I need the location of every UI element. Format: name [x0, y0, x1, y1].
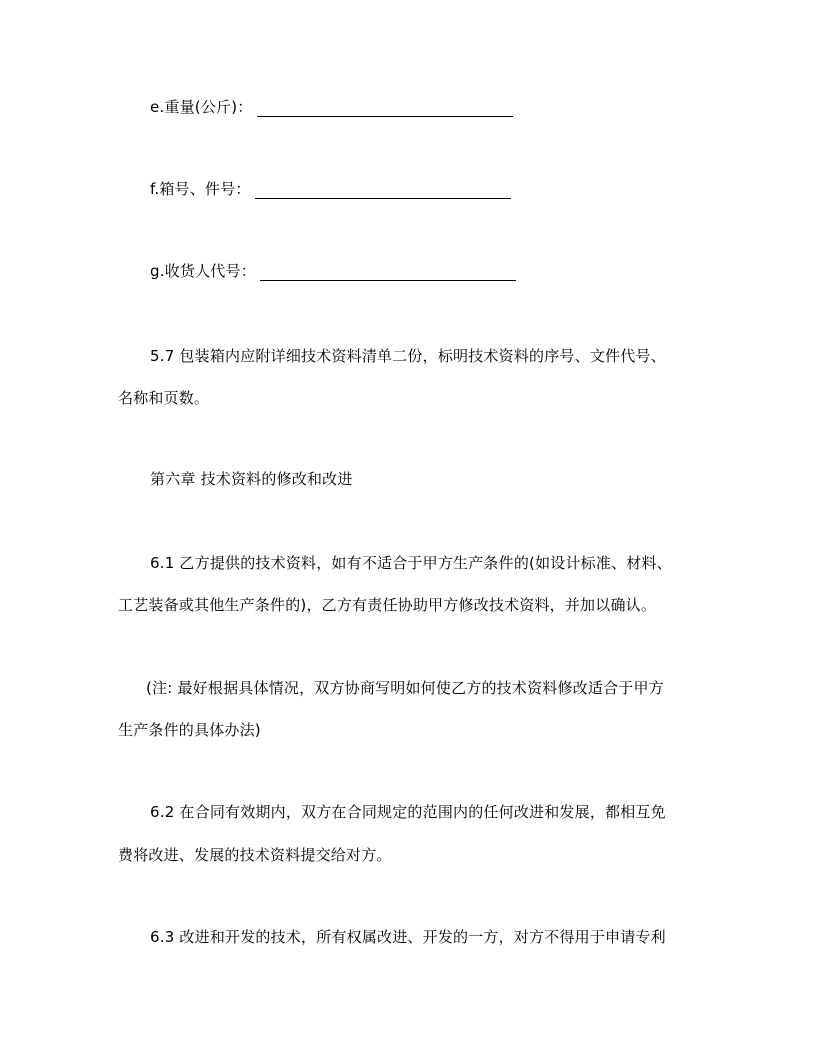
consignee-code-field	[150, 261, 516, 281]
weight-blank-line	[257, 100, 513, 117]
case-number-field	[150, 179, 511, 199]
clause-6-2-line-1: 6.2 在合同有效期内，双方在合同规定的范围内的任何改进和发展，都相互免	[150, 803, 666, 821]
clause-6-1-line-2: 工艺装备或其他生产条件的)，乙方有责任协助甲方修改技术资料，并加以确认。	[118, 596, 657, 614]
note-line-2: 生产条件的具体办法)	[118, 721, 261, 739]
weight-label: e.重量(公斤)：	[150, 98, 253, 116]
case-number-blank-line	[255, 182, 511, 199]
clause-5-7-line-1: 5.7 包装箱内应附详细技术资料清单二份，标明技术资料的序号、文件代号、	[150, 347, 666, 365]
consignee-code-label: g.收货人代号：	[150, 262, 256, 280]
case-number-label: f.箱号、件号：	[150, 180, 251, 198]
weight-field	[150, 97, 513, 117]
chapter-6-heading: 第六章 技术资料的修改和改进	[150, 470, 353, 488]
note-line-1: (注: 最好根据具体情况，双方协商写明如何使乙方的技术资料修改适合于甲方	[146, 679, 664, 697]
clause-6-3-line-1: 6.3 改进和开发的技术，所有权属改进、开发的一方，对方不得用于申请专利	[150, 928, 666, 946]
consignee-code-blank-line	[260, 264, 516, 281]
clause-5-7-line-2: 名称和页数。	[118, 389, 210, 407]
clause-6-1-line-1: 6.1 乙方提供的技术资料，如有不适合于甲方生产条件的(如设计标准、材料、	[150, 554, 672, 572]
clause-6-2-line-2: 费将改进、发展的技术资料提交给对方。	[118, 846, 392, 864]
